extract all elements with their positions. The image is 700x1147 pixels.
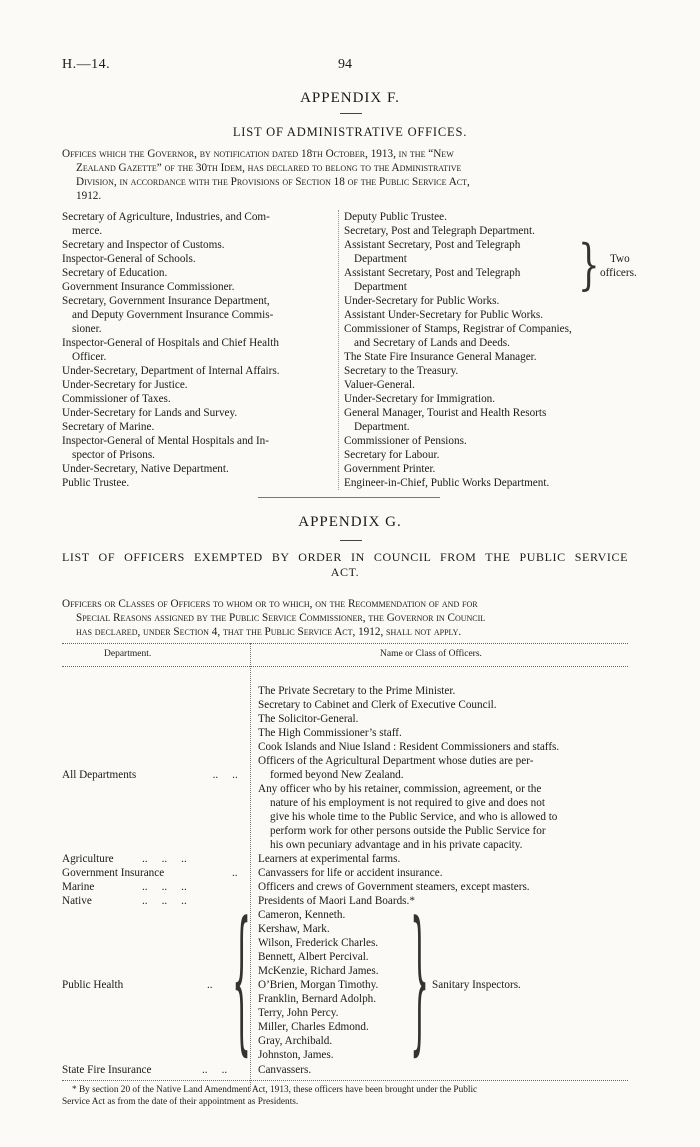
dept-name: Native bbox=[62, 895, 92, 907]
title-rule bbox=[340, 540, 362, 541]
sanitary-inspectors-note: Sanitary Inspectors. bbox=[432, 979, 521, 991]
two-officers-note bbox=[600, 252, 637, 280]
office-entry: Secretary, Government Insurance Department, bbox=[62, 295, 270, 307]
office-entry: Deputy Public Trustee. bbox=[344, 211, 447, 223]
office-entry: Government Printer. bbox=[344, 463, 436, 475]
office-entry: Secretary for Labour. bbox=[344, 449, 440, 461]
office-entry: Assistant Secretary, Post and Telegraph bbox=[344, 239, 521, 251]
table-top-rule bbox=[62, 643, 628, 644]
intro-line: has declared, under Section 4, that the Public Service Act, 1912, shall not apply. bbox=[76, 626, 462, 638]
office-entry: spector of Prisons. bbox=[72, 449, 155, 461]
intro-line: Division, in accordance with the Provisions of Section 18 of the Public Service Act, bbox=[76, 176, 470, 188]
sanitary-inspector-name: Kershaw, Mark. bbox=[258, 923, 330, 935]
dept-name: Public Health bbox=[62, 979, 124, 991]
office-entry: Commissioner of Pensions. bbox=[344, 435, 467, 447]
dept-row-state-fire-insurance bbox=[62, 1063, 228, 1077]
intro-line: Zealand Gazette” of the 30th Idem, has declared to belong to the Administrative bbox=[76, 162, 462, 174]
office-entry: Government Insurance Commissioner. bbox=[62, 281, 235, 293]
office-entry: and Deputy Government Insurance Commis- bbox=[72, 309, 274, 321]
appendix-f-intro bbox=[62, 147, 628, 203]
page-number: 94 bbox=[338, 57, 352, 72]
leader-dots: .. .. .. bbox=[142, 895, 187, 907]
column-divider bbox=[338, 210, 339, 490]
office-entry: Officer. bbox=[72, 351, 107, 363]
office-entry: Secretary of Marine. bbox=[62, 421, 155, 433]
intro-line: Offices which the Governor, by notification dated 18th October, 1913, in the “New bbox=[62, 148, 454, 160]
title-rule bbox=[340, 113, 362, 114]
appendix-g-intro bbox=[62, 597, 628, 639]
public-health-right-brace: } bbox=[410, 892, 430, 1075]
footnote-line: Service Act as from the date of their appointment as Presidents. bbox=[62, 1097, 299, 1107]
officer-class-line: The High Commissioner’s staff. bbox=[258, 727, 402, 739]
dept-row-agriculture bbox=[62, 852, 187, 866]
intro-line: Officers or Classes of Officers to whom or to which, on the Recommendation of and for bbox=[62, 598, 478, 610]
intro-line: 1912. bbox=[76, 190, 102, 202]
office-entry: Secretary to the Treasury. bbox=[344, 365, 459, 377]
office-entry: Secretary and Inspector of Customs. bbox=[62, 239, 225, 251]
sanitary-inspector-name: Gray, Archibald. bbox=[258, 1035, 333, 1047]
sanitary-inspector-name: O’Brien, Morgan Timothy. bbox=[258, 979, 379, 991]
office-entry: Commissioner of Taxes. bbox=[62, 393, 171, 405]
office-entry: General Manager, Tourist and Health Resorts bbox=[344, 407, 547, 419]
office-entry: Secretary, Post and Telegraph Department. bbox=[344, 225, 535, 237]
leader-dots: .. .. .. bbox=[142, 881, 187, 893]
document-reference: H.—14. bbox=[62, 57, 111, 72]
office-entry: Department bbox=[354, 281, 407, 293]
leader-dots: .. .. .. bbox=[142, 853, 187, 865]
officer-class-line: The Private Secretary to the Prime Minister. bbox=[258, 685, 456, 697]
officer-class-line: The Solicitor-General. bbox=[258, 713, 359, 725]
office-entry: Inspector-General of Mental Hospitals and In- bbox=[62, 435, 269, 447]
office-entry: Assistant Secretary, Post and Telegraph bbox=[344, 267, 521, 279]
officer-class-line: Cook Islands and Niue Island : Resident Commissioners and staffs. bbox=[258, 741, 560, 753]
officers-native: Presidents of Maori Land Boards.* bbox=[258, 895, 415, 907]
office-entry: Under-Secretary, Department of Internal Affairs. bbox=[62, 365, 280, 377]
office-entry: Department. bbox=[354, 421, 410, 433]
office-entry: Inspector-General of Schools. bbox=[62, 253, 196, 265]
office-entry: Department bbox=[354, 253, 407, 265]
intro-line: Special Reasons assigned by the Public Service Commissioner, the Governor in Council bbox=[76, 612, 486, 624]
officer-class-line: Secretary to Cabinet and Clerk of Executive Council. bbox=[258, 699, 497, 711]
sanitary-inspector-name: Franklin, Bernard Adolph. bbox=[258, 993, 377, 1005]
officers-agriculture: Learners at experimental farms. bbox=[258, 853, 401, 865]
appendix-f-title: APPENDIX F. bbox=[300, 90, 400, 106]
dept-name: Government Insurance bbox=[62, 867, 165, 879]
officers-government-insurance: Canvassers for life or accident insurance. bbox=[258, 867, 443, 879]
footnote-line: * By section 20 of the Native Land Amendment Act, 1913, these officers have been brought under the Public bbox=[72, 1085, 478, 1095]
sanitary-inspector-name: Terry, John Percy. bbox=[258, 1007, 339, 1019]
sanitary-inspector-name: Johnston, James. bbox=[258, 1049, 334, 1061]
officer-class-line: formed beyond New Zealand. bbox=[270, 769, 404, 781]
sanitary-inspector-name: Wilson, Frederick Charles. bbox=[258, 937, 379, 949]
all-departments-officers bbox=[258, 684, 628, 852]
column-header-officers: Name or Class of Officers. bbox=[380, 649, 482, 659]
office-entry: Under-Secretary for Public Works. bbox=[344, 295, 500, 307]
office-entry: sioner. bbox=[72, 323, 102, 335]
footnote bbox=[62, 1084, 630, 1108]
office-entry: Public Trustee. bbox=[62, 477, 130, 489]
leader-dots: .. bbox=[232, 867, 238, 879]
subtitle-line: ACT. bbox=[330, 565, 360, 579]
officer-class-line: his own pecuniary advantage and in his private capacity. bbox=[270, 839, 523, 851]
leader-dots: .. bbox=[207, 979, 213, 991]
dept-name: State Fire Insurance bbox=[62, 1064, 152, 1076]
section-divider bbox=[258, 497, 440, 498]
public-health-left-brace: { bbox=[232, 892, 252, 1075]
officers-state-fire-insurance: Canvassers. bbox=[258, 1064, 312, 1076]
office-entry: The State Fire Insurance General Manager. bbox=[344, 351, 537, 363]
office-entry: Secretary of Education. bbox=[62, 267, 168, 279]
appendix-g-title: APPENDIX G. bbox=[298, 514, 402, 530]
dept-row-public-health bbox=[62, 978, 213, 992]
officer-class-line: Any officer who by his retainer, commission, agreement, or the bbox=[258, 783, 542, 795]
leader-dots: .. .. bbox=[207, 769, 238, 781]
appendix-f-subtitle: LIST OF ADMINISTRATIVE OFFICES. bbox=[232, 125, 468, 139]
office-entry: and Secretary of Lands and Deeds. bbox=[354, 337, 510, 349]
officer-class-line: perform work for other persons outside the Public Service for bbox=[270, 825, 546, 837]
admin-offices-left-column bbox=[62, 210, 340, 490]
officer-class-line: give his whole time to the Public Service, and who is allowed to bbox=[270, 811, 558, 823]
header-bottom-rule bbox=[62, 666, 628, 667]
dept-row-all-departments bbox=[62, 768, 238, 782]
office-entry: Commissioner of Stamps, Registrar of Companies, bbox=[344, 323, 572, 335]
dept-name: All Departments bbox=[62, 769, 137, 781]
officer-class-line: nature of his employment is not required to give and does not bbox=[270, 797, 545, 809]
two-officers-line: Two bbox=[610, 253, 630, 265]
dept-row-native bbox=[62, 894, 187, 908]
office-entry: Under-Secretary for Lands and Survey. bbox=[62, 407, 238, 419]
dept-name: Agriculture bbox=[62, 853, 114, 865]
office-entry: Inspector-General of Hospitals and Chief Health bbox=[62, 337, 279, 349]
dept-row-government-insurance bbox=[62, 866, 238, 880]
two-officers-brace: } bbox=[578, 233, 600, 298]
officers-marine: Officers and crews of Government steamers, except masters. bbox=[258, 881, 530, 893]
office-entry: merce. bbox=[72, 225, 103, 237]
office-entry: Secretary of Agriculture, Industries, and Com- bbox=[62, 211, 270, 223]
column-header-department: Department. bbox=[104, 649, 152, 659]
table-bottom-rule bbox=[62, 1080, 628, 1081]
sanitary-inspector-name: McKenzie, Richard James. bbox=[258, 965, 379, 977]
subtitle-line: LIST OF OFFICERS EXEMPTED BY ORDER IN COUNCIL FROM THE PUBLIC SERVICE bbox=[62, 550, 628, 564]
appendix-g-subtitle bbox=[62, 550, 628, 580]
two-officers-line: officers. bbox=[600, 267, 637, 279]
office-entry: Under-Secretary, Native Department. bbox=[62, 463, 229, 475]
leader-dots: .. .. bbox=[202, 1064, 228, 1076]
office-entry: Assistant Under-Secretary for Public Works. bbox=[344, 309, 544, 321]
officer-class-line: Officers of the Agricultural Department whose duties are per- bbox=[258, 755, 534, 767]
sanitary-inspector-name: Cameron, Kenneth. bbox=[258, 909, 346, 921]
dept-row-marine bbox=[62, 880, 187, 894]
office-entry: Valuer-General. bbox=[344, 379, 415, 391]
dept-name: Marine bbox=[62, 881, 95, 893]
office-entry: Under-Secretary for Justice. bbox=[62, 379, 188, 391]
office-entry: Engineer-in-Chief, Public Works Department. bbox=[344, 477, 550, 489]
office-entry: Under-Secretary for Immigration. bbox=[344, 393, 496, 405]
sanitary-inspector-name: Bennett, Albert Percival. bbox=[258, 951, 369, 963]
sanitary-inspector-name: Miller, Charles Edmond. bbox=[258, 1021, 369, 1033]
